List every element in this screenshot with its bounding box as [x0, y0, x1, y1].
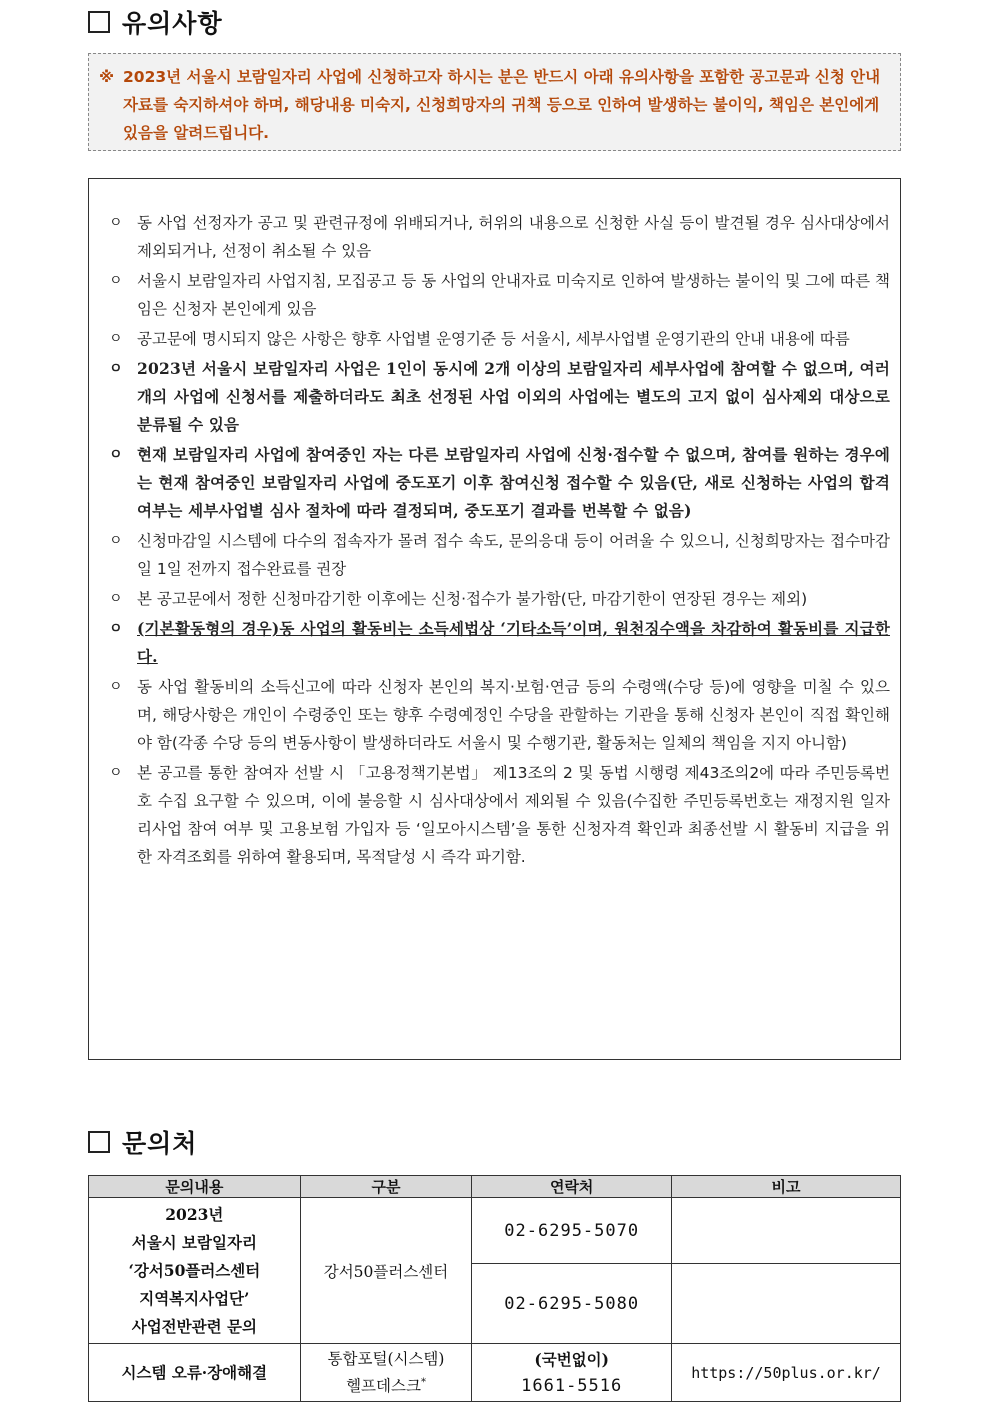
notice-text: 2023년 서울시 보람일자리 사업에 신청하고자 하시는 분은 반드시 아래 유의사항을 포함한 공고문과 신청 안내자료를 숙지하셔야 하며, 해당내용 미숙지, 신청희망자의 귀책 등으로 인하여 발생하는 불이익, 책임은 본인에게 있음을 알려드립니다.	[123, 68, 881, 142]
list-item-text: 현재 보람일자리 사업에 참여중인 자는 다른 보람일자리 사업에 신청·접수할 수 없으며, 참여를 원하는 경우에는 현재 참여중인 보람일자리 사업에 중도포기 이후 참여신청 접수할 수 있음(단, 새로 신청하는 사업의 합격여부는 세부사업별 심사 절차에 따라 결정되며, 중도포기 결과를 번복할 수 없음)	[137, 445, 890, 520]
inquiry-line: 사업전반관련 문의	[131, 1316, 257, 1336]
bullet-icon: ㅇ	[109, 591, 123, 607]
phone-label: (국번없이)	[534, 1349, 609, 1369]
note-cell	[672, 1198, 901, 1264]
phone-number: 02-6295-5070	[472, 1198, 672, 1264]
column-header: 구분	[300, 1176, 472, 1198]
table-header-row	[89, 1176, 901, 1198]
list-item-text: 2023년 서울시 보람일자리 사업은 1인이 동시에 2개 이상의 보람일자리 세부사업에 참여할 수 없으며, 여러 개의 사업에 신청서를 제출하더라도 최초 선정된 사업 이외의 사업에는 별도의 고지 없이 심사제외 대상으로 분류될 수 있음	[137, 359, 890, 434]
column-header: 연락처	[472, 1176, 672, 1198]
bullet-icon: ㅇ	[109, 331, 123, 347]
note-cell	[672, 1264, 901, 1344]
phone-number: 02-6295-5080	[472, 1264, 672, 1344]
column-header: 비고	[672, 1176, 901, 1198]
inquiry-line: 지역복지사업단’	[139, 1288, 250, 1308]
list-item	[107, 585, 890, 613]
inquiry-cell: 시스템 오류·장애해결	[89, 1344, 301, 1402]
list-item	[107, 325, 890, 353]
bullet-icon: ㅇ	[109, 679, 123, 695]
division-cell	[300, 1344, 472, 1402]
list-item	[107, 355, 890, 439]
division-line: 헬프데스크	[346, 1377, 421, 1396]
section-header-notes	[88, 4, 223, 40]
list-item-text: 공고문에 명시되지 않은 사항은 향후 사업별 운영기준 등 서울시, 세부사업별 운영기관의 안내 내용에 따름	[137, 330, 850, 348]
section-header-contact	[88, 1124, 197, 1160]
phone-cell	[472, 1344, 672, 1402]
list-item-text: 동 사업 선정자가 공고 및 관련규정에 위배되거나, 허위의 내용으로 신청한 사실 등이 발견될 경우 심사대상에서 제외되거나, 선정이 취소될 수 있음	[137, 214, 890, 260]
list-item	[107, 267, 890, 323]
phone-number: 1661-5516	[521, 1375, 623, 1396]
list-item-text: 본 공고문에서 정한 신청마감기한 이후에는 신청·접수가 불가함(단, 마감기한이 연장된 경우는 제외)	[137, 590, 808, 608]
list-item	[107, 673, 890, 757]
list-item-text: 신청마감일 시스템에 다수의 접속자가 몰려 접수 속도, 문의응대 등이 어려울 수 있으니, 신청희망자는 접수마감일 1일 전까지 접수완료를 권장	[137, 532, 890, 578]
list-item	[107, 527, 890, 583]
notice-box	[88, 53, 901, 151]
inquiry-cell	[89, 1198, 301, 1344]
website-link[interactable]: https://50plus.or.kr/	[672, 1344, 901, 1402]
list-item-text: 서울시 보람일자리 사업지침, 모집공고 등 동 사업의 안내자료 미숙지로 인하여 발생하는 불이익 및 그에 따른 책임은 신청자 본인에게 있음	[137, 272, 890, 318]
inquiry-line: 서울시 보람일자리	[131, 1232, 257, 1252]
bullet-icon: ㅇ	[109, 447, 123, 463]
bullet-icon: ㅇ	[109, 361, 123, 377]
bullet-icon: ㅇ	[109, 621, 123, 637]
notes-list-box	[88, 178, 901, 1060]
list-item	[107, 441, 890, 525]
phone-cell-inner	[472, 1347, 671, 1399]
bullet-icon: ㅇ	[109, 533, 123, 549]
table-row	[89, 1198, 901, 1264]
checkbox-square-icon	[88, 1131, 110, 1153]
contact-table	[88, 1175, 901, 1402]
table-row	[89, 1344, 901, 1402]
reference-mark-icon: ※	[99, 68, 115, 86]
list-item-text: (기본활동형의 경우)동 사업의 활동비는 소득세법상 ‘기타소득’이며, 원천징수액을 차감하여 활동비를 지급한다.	[137, 619, 890, 666]
list-item-text: 동 사업 활동비의 소득신고에 따라 신청자 본인의 복지·보험·연금 등의 수령액(수당 등)에 영향을 미칠 수 있으며, 해당사항은 개인이 수령중인 또는 향후 수령예정인 수당을 관할하는 기관을 통해 신청자 본인이 직접 확인해야 함(각종 수당 등의 변동사항이 발생하더라도 서울시 및 수행기관, 활동처는 일체의 책임을 지지 아니함)	[137, 678, 890, 752]
footnote-mark: *	[420, 1376, 426, 1388]
bullet-icon: ㅇ	[109, 273, 123, 289]
section-title-notes: 유의사항	[122, 9, 223, 38]
inquiry-line: 2023년	[165, 1204, 224, 1224]
list-item-text: 본 공고를 통한 참여자 선발 시 「고용정책기본법」 제13조의 2 및 동법 시행령 제43조의2에 따라 주민등록번호 수집 요구할 수 있으며, 이에 불응할 시 심사대상에서 제외될 수 있음(수집한 주민등록번호는 재정지원 일자리사업 참여 여부 및 고용보험 가입자 등 ‘일모아시스템’을 통한 신청자격 확인과 최종선발 시 활동비 지급을 위한 자격조회를 위하여 활용되며, 목적달성 시 즉각 파기함.	[137, 764, 890, 866]
inquiry-line: ‘강서50플러스센터	[128, 1260, 261, 1280]
list-item	[107, 615, 890, 671]
bullet-icon: ㅇ	[109, 765, 123, 781]
division-line: 통합포털(시스템)	[327, 1349, 445, 1368]
checkbox-square-icon	[88, 11, 110, 33]
list-item	[107, 209, 890, 265]
column-header: 문의내용	[89, 1176, 301, 1198]
section-title-contact: 문의처	[122, 1129, 198, 1158]
division-cell: 강서50플러스센터	[300, 1198, 472, 1344]
bullet-icon: ㅇ	[109, 215, 123, 231]
list-item	[107, 759, 890, 871]
division-line-wrap	[301, 1371, 472, 1398]
